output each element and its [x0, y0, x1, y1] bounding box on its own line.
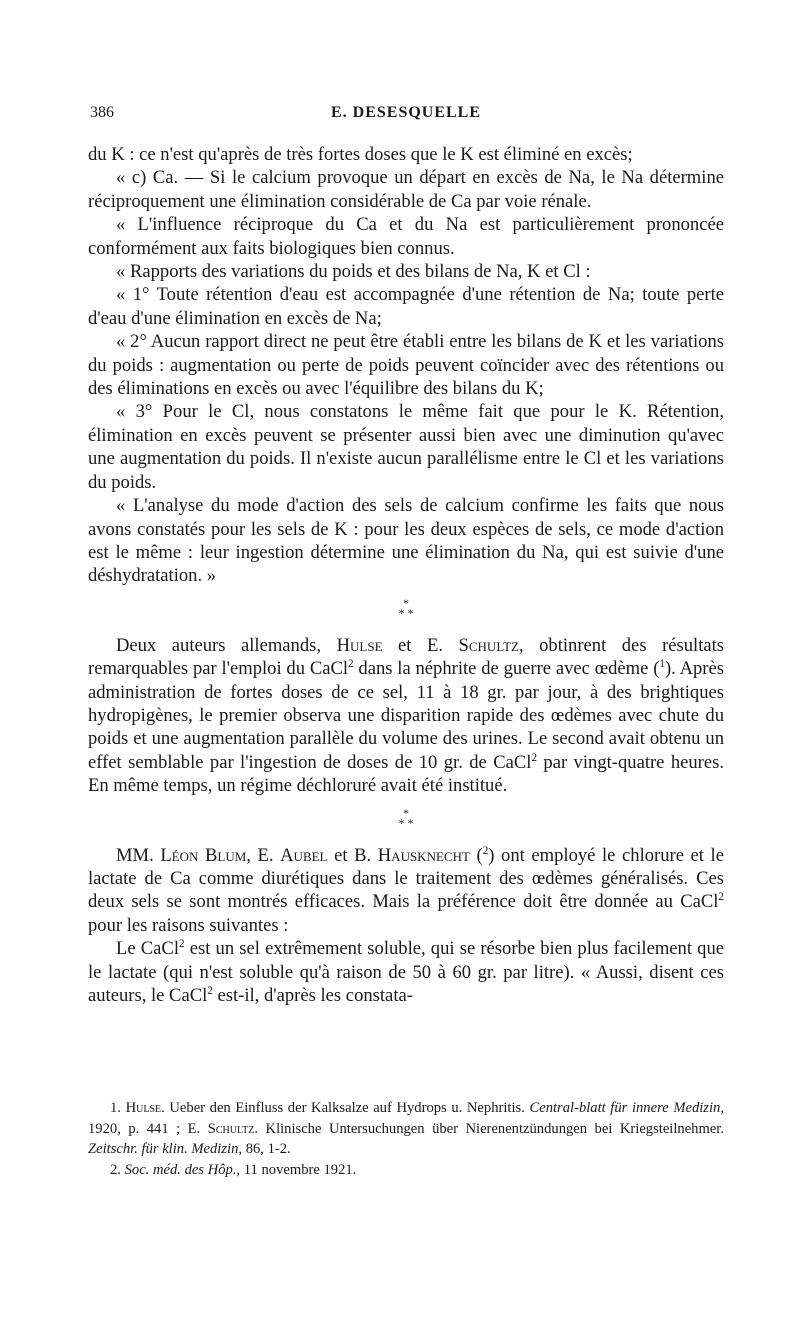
body-text [88, 143, 724, 1007]
text-run: ( [469, 844, 483, 866]
superscript: 2 [718, 891, 724, 904]
text-run: . Ueber den Einfluss der Kalksalze auf Hydrops u. Nephritis. [161, 1100, 525, 1116]
asterism-bottom: * * [398, 815, 414, 830]
author-name: Schultz [207, 1120, 255, 1137]
footnotes [88, 1098, 724, 1180]
footnote-ref: 2 [482, 844, 489, 857]
text-run: et E. [398, 634, 443, 656]
footnote-number: 1. [110, 1100, 121, 1116]
text-run: ). Après administration de fortes doses de ce sel, 11 à 18 gr. par jour, à des brightiques hydropigènes, le premier observa une disparition rapide des œdèmes avec chute du poids et une augmentation parallèle du volume des urines. Le second avait obtenu un effet semblable par l'ingestion de doses de 10 gr. de CaCl [88, 658, 724, 773]
text-run: MM. [116, 844, 154, 866]
quote-paragraph: du K : ce n'est qu'après de très fortes doses que le K est éliminé en excès; [88, 144, 633, 165]
quote-paragraph: « L'influence réciproque du Ca et du Na est particulièrement prononcée conformément aux faits biologiques bien connus. [88, 214, 724, 259]
paragraph-blum-aubel [88, 844, 724, 938]
author-name: Schultz [458, 634, 519, 656]
text-run: pour les raisons suivantes : [88, 914, 289, 936]
text-run: dans la néphrite de guerre avec œdème ( [353, 658, 660, 680]
superscript: 2 [207, 984, 213, 997]
journal-title: Soc. méd. des Hôp. [124, 1161, 237, 1178]
footnote-ref: 1 [659, 657, 665, 670]
text-run: et B. [334, 844, 372, 866]
text-run: ) ont employé le chlorure et le lactate de Ca comme diurétiques dans le traitement des œdèmes généralisés. Ces deux sels se sont montrés efficaces. Mais la préférence doit être donnée au CaCl [88, 844, 724, 913]
text-run: Le CaCl [116, 938, 179, 960]
author-name: Aubel [280, 844, 328, 866]
footnote-1 [88, 1098, 724, 1160]
asterism-top: * [403, 805, 409, 820]
journal-title: Zeitschr. für klin. Medizin [88, 1141, 239, 1157]
quote-paragraph: « L'analyse du mode d'action des sels de calcium confirme les faits que nous avons constatés pour les sels de K : pour les deux espèces de sels, ce mode d'action est le même : leur ingestion détermine une élimination du Na, qui est suivie d'une déshydratation. » [88, 495, 724, 587]
text-run: . Klinische Untersuchungen über Nierenentzündungen bei Kriegsteilnehmer. [254, 1120, 725, 1137]
footnote-2 [88, 1160, 724, 1181]
author-name: Hausknecht [377, 844, 470, 866]
text-run: par vingt-quatre heures. En même temps, un régime déchloruré avait été institué. [88, 751, 725, 797]
quote-paragraph: « Rapports des variations du poids et des bilans de Na, K et Cl : [116, 261, 591, 283]
superscript: 2 [531, 751, 538, 764]
page-number: 386 [90, 104, 114, 121]
journal-title: Central-blatt für innere Medizin [529, 1100, 721, 1116]
asterism-top: * [403, 595, 409, 610]
superscript: 2 [179, 938, 185, 950]
text-run: , 86, 1-2. [238, 1141, 291, 1157]
quote-paragraph: « 1° Toute rétention d'eau est accompagnée d'une rétention de Na; toute perte d'eau d'une élimination en excès de Na; [88, 284, 724, 329]
text-run: est un sel extrêmement soluble, qui se résorbe bien plus facilement que le lactate (qui n'est soluble qu'à raison de 50 à 60 gr. par litre). « Aussi, disent ces auteurs, le CaCl [88, 938, 725, 1006]
author-name: Léon Blum [160, 844, 247, 866]
author-name: Hulse [125, 1100, 162, 1116]
quote-paragraph: « 3° Pour le Cl, nous constatons le même fait que pour le K. Rétention, élimination en excès peuvent se présenter aussi bien avec une diminution qu'avec une augmentation du poids. Il n'existe aucun parallélisme entre le Cl et les variations du poids. [88, 401, 724, 493]
superscript: 2 [348, 657, 354, 670]
paragraph-cacl2 [88, 937, 724, 1007]
text-run: , obtinrent des résultats remarquables par l'emploi du CaCl [88, 634, 725, 680]
author-name: Hulse [336, 634, 383, 656]
quote-paragraph: « 2° Aucun rapport direct ne peut être établi entre les bilans de K et les variations du poids : augmentation ou perte de poids peuvent coïncider avec des rétentions ou des éliminations en excès ou avec l'équilibre des bilans du K; [88, 331, 724, 400]
quote-paragraph: « c) Ca. — Si le calcium provoque un départ en excès de Na, le Na détermine réciproquement une élimination considérable de Ca par voie rénale. [88, 167, 724, 212]
text-run: , 11 novembre 1921. [236, 1161, 357, 1178]
text-run: est-il, d'après les constata- [212, 985, 413, 1006]
section-asterism [88, 595, 724, 620]
running-head: E. DESESQUELLE [330, 104, 482, 121]
text-run: , E. [246, 844, 274, 866]
text-run: Deux auteurs allemands, [116, 634, 322, 656]
section-asterism [88, 805, 724, 830]
text-run: , 1920, p. 441 ; E. [88, 1100, 724, 1137]
asterism-bottom: * * [398, 605, 414, 620]
footnote-number: 2. [110, 1161, 121, 1178]
page-header [90, 104, 722, 130]
paragraph-hulse-schultz [88, 634, 724, 798]
